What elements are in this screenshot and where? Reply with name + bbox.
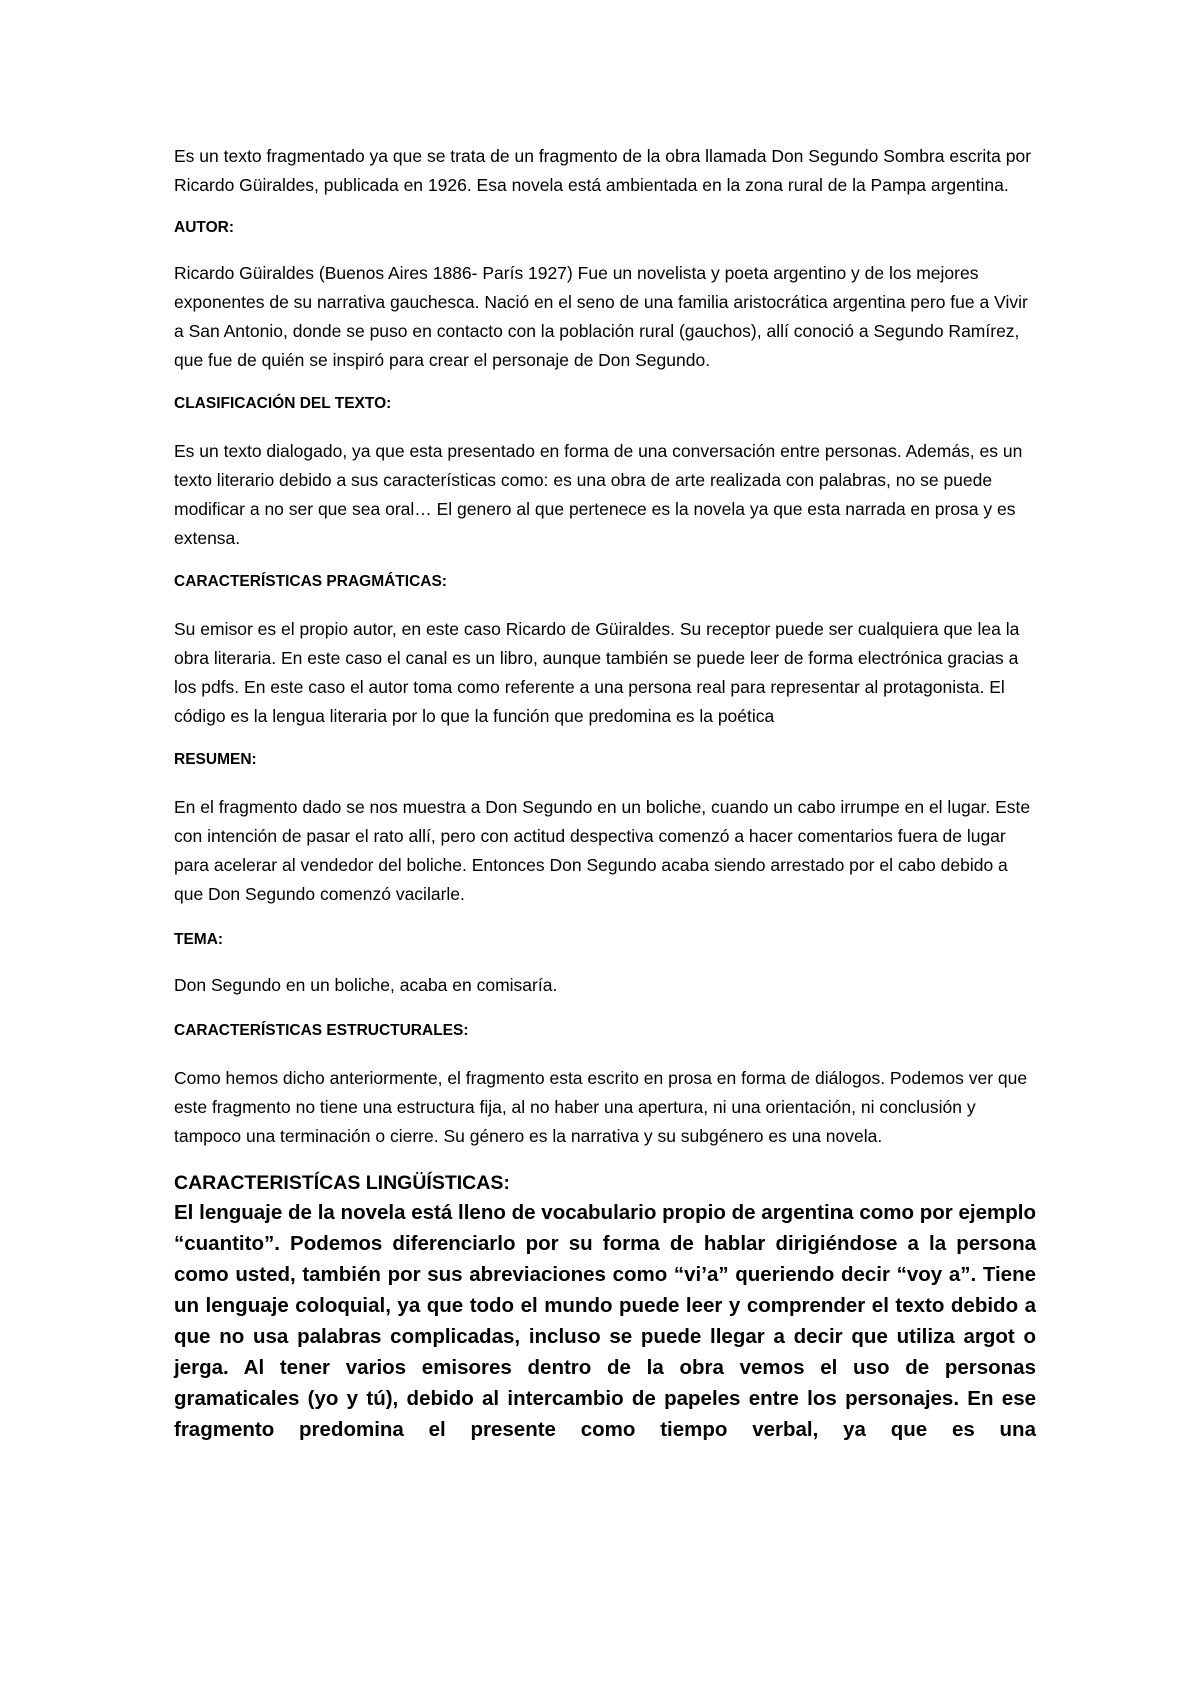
linguistic-paragraph: El lenguaje de la novela está lleno de vocabulario propio de argentina como por ejemplo “cuantito”. Podemos diferenciarlo por su forma de hablar dirigiéndose a la persona como usted, también por sus abreviaciones como “vi’a” queriendo decir “voy a”. Tiene un lenguaje coloquial, ya que todo el mundo puede leer y comprender el texto debido a que no usa palabras complicadas, incluso se puede llegar a decir que utiliza argot o jerga. Al tener varios emisores dentro de la obra vemos el uso de personas gramaticales (yo y tú), debido al intercambio de papeles entre los personajes. En ese fragmento predomina el presente como tiempo verbal, ya que es una [174,1201,1036,1441]
linguistic-heading: CARACTERISTÍCAS LINGÜÍSTICAS: [174,1172,510,1194]
author-paragraph: Ricardo Güiraldes (Buenos Aires 1886- París 1927) Fue un novelista y poeta argentino y de los mejores exponentes de su narrativa gauchesca. Nació en el seno de una familia aristocrática argentina pero fue a Vivir a San Antonio, donde se puso en contacto con la población rural (gauchos), allí conoció a Segundo Ramírez, que fue de quién se inspiró para crear el personaje de Don Segundo. [174,263,1028,370]
theme-heading: TEMA: [174,931,224,948]
classification-heading: CLASIFICACIÓN DEL TEXTO: [174,395,392,412]
summary-paragraph: En el fragmento dado se nos muestra a Don Segundo en un boliche, cuando un cabo irrumpe en el lugar. Este con intención de pasar el rato allí, pero con actitud despectiva comenzó a hacer comentarios fuera de lugar para acelerar al vendedor del boliche. Entonces Don Segundo acaba siendo arrestado por el cabo debido a que Don Segundo comenzó vacilarle. [174,797,1031,904]
structural-paragraph: Como hemos dicho anteriormente, el fragmento esta escrito en prosa en forma de diálogos. Podemos ver que este fragmento no tiene una estructura fija, al no haber una apertura, ni una orientación, ni conclusión y tampoco una terminación o cierre. Su género es la narrativa y su subgénero es una novela. [174,1068,1028,1146]
document-body [174,142,1036,1445]
theme-paragraph: Don Segundo en un boliche, acaba en comisaría. [174,975,558,995]
pragmatic-heading: CARACTERÍSTICAS PRAGMÁTICAS: [174,573,447,590]
structural-heading: CARACTERÍSTICAS ESTRUCTURALES: [174,1022,469,1039]
classification-paragraph: Es un texto dialogado, ya que esta presentado en forma de una conversación entre personas. Además, es un texto literario debido a sus características como: es una obra de arte realizada con palabras, no se puede modificar a no ser que sea oral… El genero al que pertenece es la novela ya que esta narrada en prosa y es extensa. [174,441,1023,548]
pragmatic-paragraph: Su emisor es el propio autor, en este caso Ricardo de Güiraldes. Su receptor puede ser cualquiera que lea la obra literaria. En este caso el canal es un libro, aunque también se puede leer de forma electrónica gracias a los pdfs. En este caso el autor toma como referente a una persona real para representar al protagonista. El código es la lengua literaria por lo que la función que predomina es la poética [174,619,1020,726]
author-heading: AUTOR: [174,219,234,236]
intro-paragraph: Es un texto fragmentado ya que se trata de un fragmento de la obra llamada Don Segundo Sombra escrita por Ricardo Güiraldes, publicada en 1926. Esa novela está ambientada en la zona rural de la Pampa argentina. [174,146,1032,195]
summary-heading: RESUMEN: [174,751,257,768]
